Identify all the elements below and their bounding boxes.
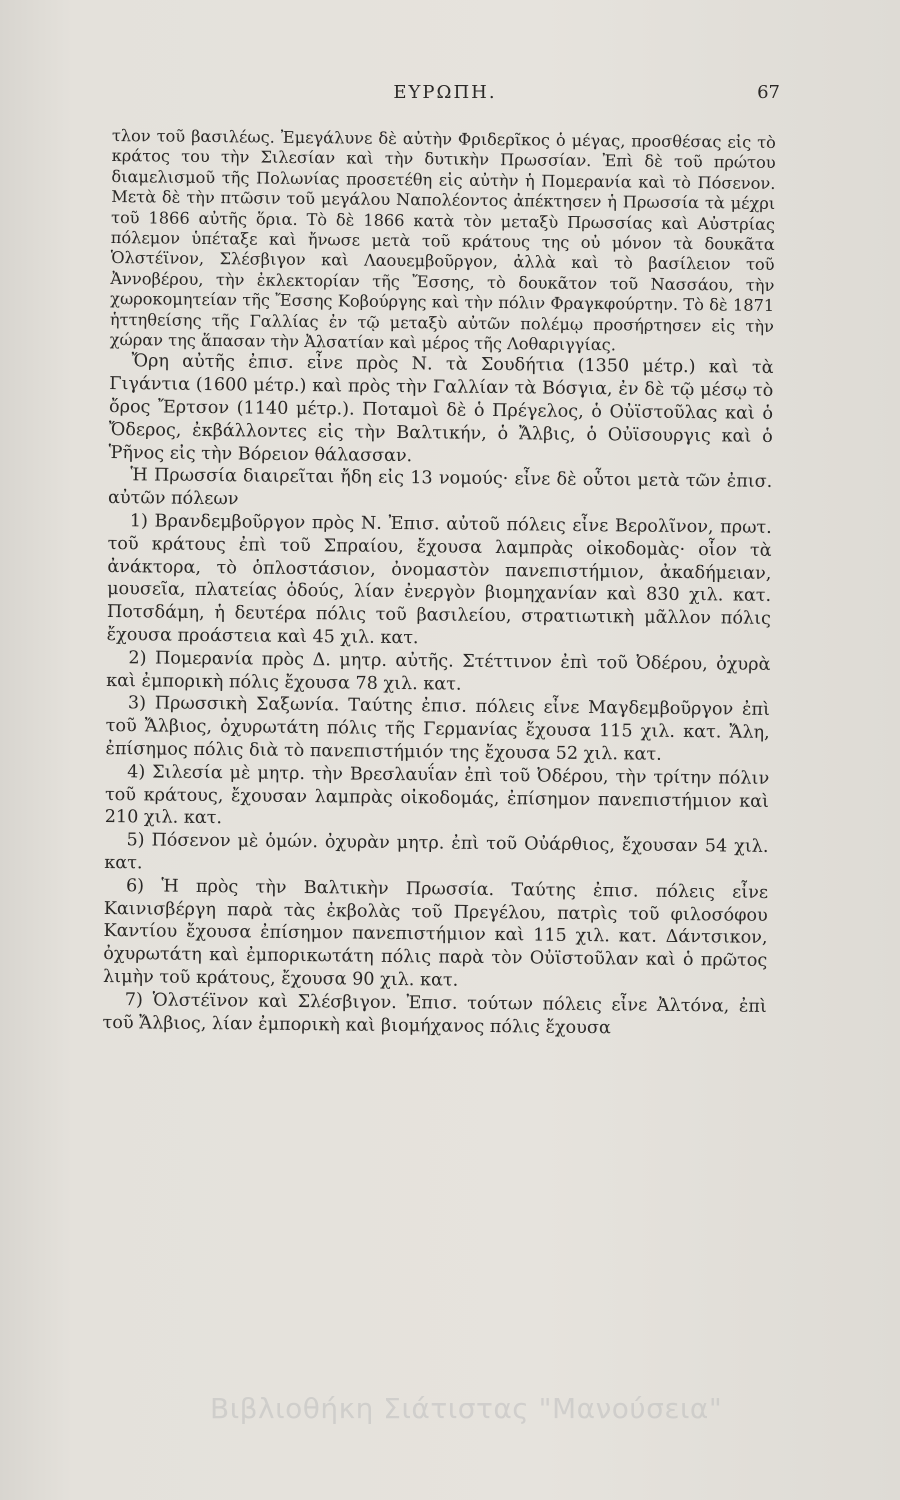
page-header bbox=[110, 80, 780, 110]
paragraph-divisions: Ἡ Πρωσσία διαιρεῖται ἤδη εἰς 13 νομούς· εἶνε δὲ οὗτοι μετὰ τῶν ἐπισ. αὐτῶν πόλεων bbox=[107, 465, 773, 510]
paragraph-history: τλον τοῦ βασιλέως. Ἐμεγάλυνε δὲ αὐτὴν Φριδερῖκος ὁ μέγας, προσθέσας εἰς τὸ κράτος του τὴν Σιλεσίαν καὶ τὴν δυτικὴν Πρωσσίαν. Ἐπὶ δὲ τοῦ πρώτου διαμελισμοῦ τῆς Πολωνίας προσετέθη εἰς αὐτὴν ἡ Πομερανία καὶ τὸ Πόσενον. Μετὰ δὲ τὴν πτῶσιν τοῦ μεγάλου Ναπολέοντος ἀπέκτησεν ἡ Πρωσσία τὰ μέχρι τοῦ 1866 αὐτῆς ὅρια. Τὸ δὲ 1866 κατὰ τὸν μεταξὺ Πρωσσίας καὶ Αὐστρίας πόλεμον ὑπέταξε καὶ ἤνωσε μετὰ τοῦ κράτους της οὐ μόνον τὰ δουκᾶτα Ὁλστέϊνον, Σλέσβιγον καὶ Λαουεμβοῦργον, ἀλλὰ καὶ τὸ βασίλειον τοῦ Ἀννοβέρου, τὴν ἐκλεκτορίαν τῆς Ἔσσης, τὸ δουκᾶτον τοῦ Νασσάου, τὴν χωροκομητείαν τῆς Ἔσσης Κοβούργης καὶ τὴν πόλιν Φραγκφούρτην. Τὸ δὲ 1871 ἡττηθείσης τῆς Γαλλίας ἐν τῷ μεταξὺ αὐτῶν πολέμῳ προσήρτησεν εἰς τὴν χώραν της ἅπασαν τὴν Ἀλσατίαν καὶ μέρος τῆς Λοθαριγγίας. bbox=[109, 126, 776, 355]
paragraph-saxony: 3) Πρωσσικὴ Σαξωνία. Ταύτης ἐπισ. πόλεις εἶνε Μαγδεμβοῦργον ἐπὶ τοῦ Ἄλβιος, ὀχυρωτάτη πόλις τῆς Γερμανίας ἔχουσα 115 χιλ. κατ. Ἄλη, ἐπίσημος πόλις διὰ τὸ πανεπιστήμιόν της ἔχουσα 52 χιλ. κατ. bbox=[105, 693, 771, 765]
library-watermark: Βιβλιοθήκη Σιάτιστας "Μανούσεια" bbox=[210, 1392, 723, 1425]
running-title: ΕΥΡΩΠΗ. bbox=[393, 82, 497, 103]
text-body bbox=[102, 126, 775, 1041]
paragraph-silesia: 4) Σιλεσία μὲ μητρ. τὴν Βρεσλαυΐαν ἐπὶ τοῦ Ὀδέρου, τὴν τρίτην πόλιν τοῦ κράτους, ἔχουσαν λαμπρὰς οἰκοδομάς, ἐπίσημον πανεπιστήμιον καὶ 210 χιλ. κατ. bbox=[104, 762, 770, 829]
paragraph-mountains-rivers: Ὄρη αὐτῆς ἐπισ. εἶνε πρὸς Ν. τὰ Σουδήτια (1350 μέτρ.) καὶ τὰ Γιγάντια (1600 μέτρ.) καὶ πρὸς τὴν Γαλλίαν τὰ Βόσγια, ἐν δὲ τῷ μέσῳ τὸ ὄρος Ἔρτσον (1140 μέτρ.). Ποταμοὶ δὲ ὁ Πρέγελος, ὁ Οὐϊστοῦλας καὶ ὁ Ὄδερος, ἐκβάλλοντες εἰς τὴν Βαλτικήν, ὁ Ἄλβις, ὁ Οὐϊσουργις καὶ ὁ Ῥῆνος εἰς τὴν Βόρειον θάλασσαν. bbox=[108, 351, 774, 466]
paragraph-posen: 5) Πόσενον μὲ ὁμών. ὀχυρὰν μητρ. ἐπὶ τοῦ Οὐάρθιος, ἔχουσαν 54 χιλ. κατ. bbox=[104, 830, 769, 874]
paragraph-holstein: 7) Ὁλστέϊνον καὶ Σλέσβιγον. Ἐπισ. τούτων πόλεις εἶνε Ἀλτόνα, ἐπὶ τοῦ Ἄλβιος, λίαν ἐμπορικὴ καὶ βιομήχανος πόλις ἔχουσα bbox=[102, 989, 767, 1038]
page-number: 67 bbox=[757, 82, 780, 103]
paragraph-baltic-prussia: 6) Ἡ πρὸς τὴν Βαλτικὴν Πρωσσία. Ταύτης ἐπισ. πόλεις εἶνε Καινισβέργη παρὰ τὰς ἐκβολὰς τοῦ Πρεγέλου, πατρὶς τοῦ φιλοσόφου Καντίου ἔχουσα ἐπίσημον πανεπιστήμιον καὶ 115 χιλ. κατ. Δάντσικον, ὀχυρωτάτη καὶ ἐμπορικωτάτη πόλις παρὰ τὸν Οὐϊστοῦλαν καὶ ὁ πρῶτος λιμὴν τοῦ κράτους, ἔχουσα 90 χιλ. κατ. bbox=[102, 875, 769, 991]
paragraph-pomerania: 2) Πομερανία πρὸς Δ. μητρ. αὐτῆς. Στέττινον ἐπὶ τοῦ Ὀδέρου, ὀχυρὰ καὶ ἐμπορικὴ πόλις ἔχουσα 78 χιλ. κατ. bbox=[106, 648, 771, 695]
paragraph-brandenburg: 1) Βρανδεμβοῦργον πρὸς Ν. Ἐπισ. αὐτοῦ πόλεις εἶνε Βερολῖνον, πρωτ. τοῦ κράτους ἐπὶ τοῦ Σπραίου, ἔχουσα λαμπρὰς οἰκοδομὰς· οἷον τὰ ἀνάκτορα, τὸ ὁπλοστάσιον, ὀνομαστὸν πανεπιστήμιον, ἀκαδήμειαν, μουσεῖα, πλατείας ὁδούς, λίαν ἐνεργὸν βιομηχανίαν καὶ 830 χιλ. κατ. Ποτσδάμη, ἡ δευτέρα πόλις τοῦ βασιλείου, στρατιωτικὴ μᾶλλον πόλις ἔχουσα προάστεια καὶ 45 χιλ. κατ. bbox=[106, 511, 772, 649]
